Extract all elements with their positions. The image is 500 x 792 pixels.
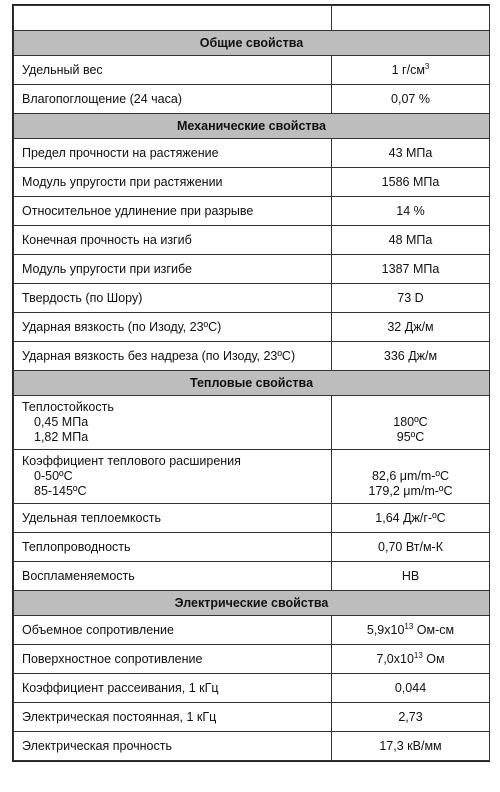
table-row-expansion bbox=[14, 450, 490, 504]
property-value: 73 D bbox=[332, 284, 490, 313]
sub-label: 0,45 МПа bbox=[34, 415, 89, 429]
section-general bbox=[14, 31, 490, 56]
property-value: 0,70 Вт/м-К bbox=[332, 533, 490, 562]
properties-table bbox=[12, 4, 490, 762]
header-row bbox=[14, 6, 490, 31]
property-value: 1387 МПа bbox=[332, 255, 490, 284]
property-label: Ударная вязкость без надреза (по Изоду, 23ºC) bbox=[14, 342, 332, 371]
property-value: 43 МПа bbox=[332, 139, 490, 168]
sub-label: 0-50ºC bbox=[34, 469, 73, 483]
property-label: Относительное удлинение при разрыве bbox=[14, 197, 332, 226]
section-electrical bbox=[14, 591, 490, 616]
property-value: 0,044 bbox=[332, 674, 490, 703]
property-value: 1,64 Дж/г-ºC bbox=[332, 504, 490, 533]
sub-value: 180ºC bbox=[393, 415, 428, 429]
property-label: Конечная прочность на изгиб bbox=[14, 226, 332, 255]
table-row bbox=[14, 313, 490, 342]
property-value: 336 Дж/м bbox=[332, 342, 490, 371]
properties-grid bbox=[13, 5, 490, 761]
table-row bbox=[14, 85, 490, 114]
property-label: Воспламеняемость bbox=[14, 562, 332, 591]
property-label: Теплостойкость bbox=[22, 400, 114, 414]
property-value: НВ bbox=[332, 562, 490, 591]
table-row bbox=[14, 703, 490, 732]
property-label: Коэффициент рассеивания, 1 кГц bbox=[14, 674, 332, 703]
property-value: 48 МПа bbox=[332, 226, 490, 255]
property-value: 1 $г/см^3$ bbox=[332, 56, 490, 85]
property-label: Модуль упругости при растяжении bbox=[14, 168, 332, 197]
table-row bbox=[14, 504, 490, 533]
property-value: $7,0x10^{13}$ Ом bbox=[332, 645, 490, 674]
section-mechanical bbox=[14, 114, 490, 139]
table-row bbox=[14, 674, 490, 703]
property-label: Влагопоглощение (24 часа) bbox=[14, 85, 332, 114]
section-thermal bbox=[14, 371, 490, 396]
sub-value: 95ºC bbox=[396, 430, 425, 444]
property-label: Предел прочности на растяжение bbox=[14, 139, 332, 168]
table-row bbox=[14, 562, 490, 591]
property-label: Поверхностное сопротивление bbox=[14, 645, 332, 674]
property-label-group bbox=[14, 396, 332, 450]
property-label: Теплопроводность bbox=[14, 533, 332, 562]
property-value: 2,73 bbox=[332, 703, 490, 732]
table-row bbox=[14, 226, 490, 255]
table-row bbox=[14, 139, 490, 168]
property-value: 0,07 % bbox=[332, 85, 490, 114]
property-value: 32 Дж/м bbox=[332, 313, 490, 342]
sub-label: 1,82 МПа bbox=[34, 430, 89, 444]
sub-label: 85-145ºC bbox=[34, 484, 87, 498]
property-value: 1586 МПа bbox=[332, 168, 490, 197]
table-row bbox=[14, 342, 490, 371]
table-row bbox=[14, 645, 490, 674]
section-title: Тепловые свойства bbox=[14, 371, 490, 396]
table-row bbox=[14, 284, 490, 313]
property-label: Удельная теплоемкость bbox=[14, 504, 332, 533]
property-label: Электрическая прочность bbox=[14, 732, 332, 761]
table-row bbox=[14, 56, 490, 85]
property-label: Твердость (по Шору) bbox=[14, 284, 332, 313]
property-value: $5,9x10^{13}$ Ом-см bbox=[332, 616, 490, 645]
section-title: Электрические свойства bbox=[14, 591, 490, 616]
table-row bbox=[14, 255, 490, 284]
property-value: 14 % bbox=[332, 197, 490, 226]
table-row bbox=[14, 197, 490, 226]
table-row-heat-resistance bbox=[14, 396, 490, 450]
property-label: Электрическая постоянная, 1 кГц bbox=[14, 703, 332, 732]
table-row bbox=[14, 732, 490, 761]
sub-value: 179,2 μm/m-ºC bbox=[368, 484, 453, 498]
section-title: Механические свойства bbox=[14, 114, 490, 139]
section-title: Общие свойства bbox=[14, 31, 490, 56]
property-label: Коэффициент теплового расширения bbox=[22, 454, 241, 468]
sub-value: 82,6 μm/m-ºC bbox=[371, 469, 450, 483]
table-row bbox=[14, 533, 490, 562]
header-cell-property bbox=[14, 6, 332, 31]
header-cell-value bbox=[332, 6, 490, 31]
property-label-group bbox=[14, 450, 332, 504]
property-label: Удельный вес bbox=[14, 56, 332, 85]
property-value: 17,3 кВ/мм bbox=[332, 732, 490, 761]
property-label: Модуль упругости при изгибе bbox=[14, 255, 332, 284]
property-value-group bbox=[332, 450, 490, 504]
table-row bbox=[14, 168, 490, 197]
property-label: Объемное сопротивление bbox=[14, 616, 332, 645]
property-label: Ударная вязкость (по Изоду, 23ºC) bbox=[14, 313, 332, 342]
table-row bbox=[14, 616, 490, 645]
property-value-group bbox=[332, 396, 490, 450]
